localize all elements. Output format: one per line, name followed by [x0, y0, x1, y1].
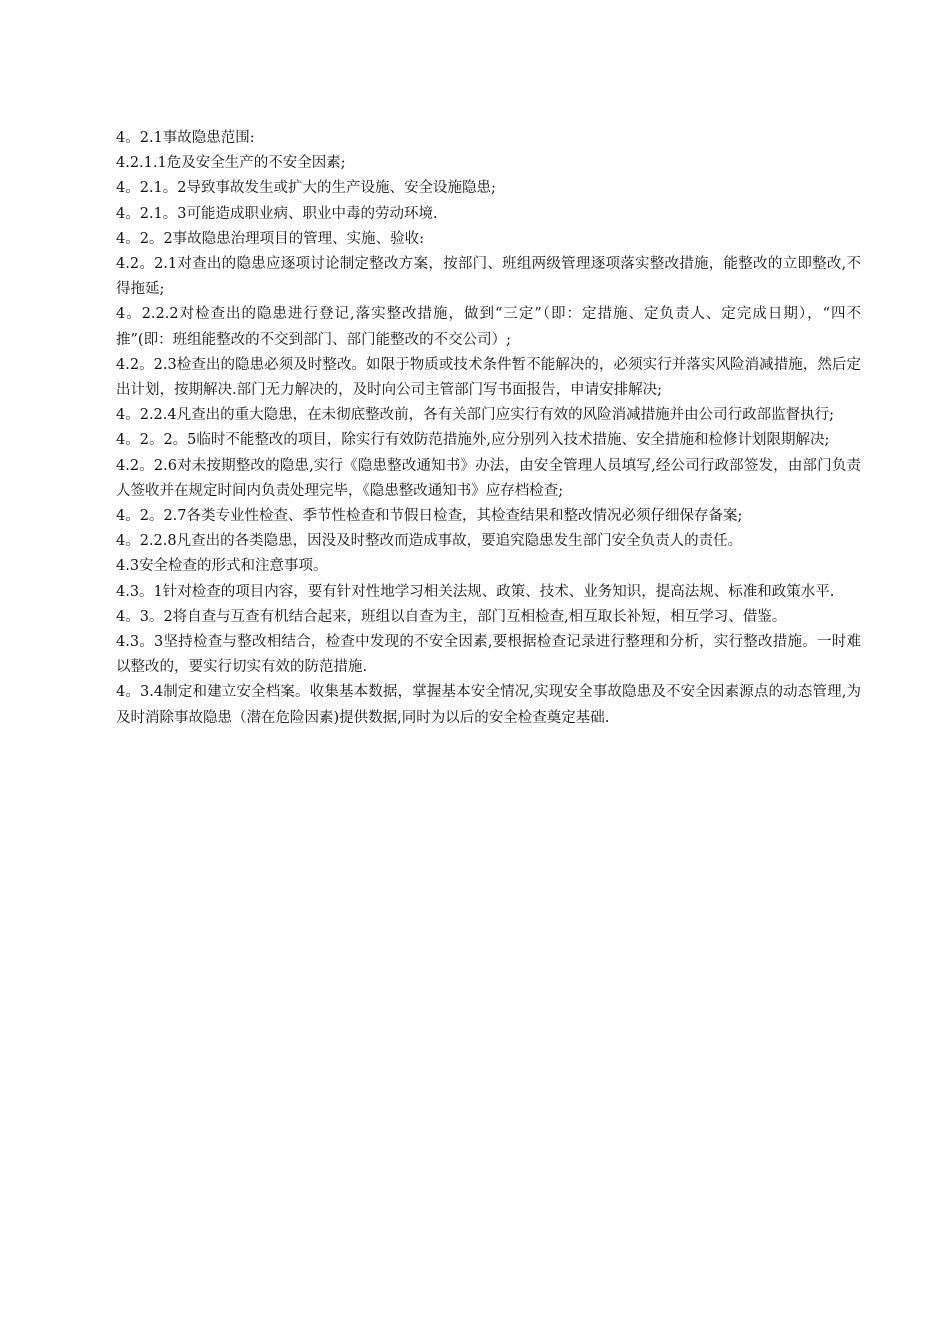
paragraph-4-2-2-2: 4。2.2.2对检查出的隐患进行登记,落实整改措施，做到“三定”（即：定措施、定负责人、定完成日期），“四不推”(即：班组能整改的不交到部门、部门能整改的不交公司）; [116, 306, 861, 348]
paragraph-4-2-1: 4。2.1事故隐患范围: [116, 130, 255, 146]
paragraph-4-2-1-1: 4.2.1.1危及安全生产的不安全因素; [116, 155, 346, 172]
paragraph-4-3-4: 4。3.4制定和建立安全档案。收集基本数据，掌握基本安全情况,实现安全事故隐患及不安全因素源点的动态管理,为及时消除事故隐患（潜在危险因素)提供数据,同时为以后的安全检查奠定基础. [116, 684, 861, 726]
paragraph-4-2-2-7: 4。2。2.7各类专业性检查、季节性检查和节假日检查，其检查结果和整改情况必须仔细保存备案; [116, 508, 743, 525]
paragraph-4-3-1: 4.3。1针对检查的项目内容，要有针对性地学习相关法规、政策、技术、业务知识，提高法规、标准和政策水平. [116, 583, 835, 600]
paragraph-4-2-2-5: 4。2。2。5临时不能整改的项目，除实行有效防范措施外,应分别列入技术措施、安全措施和检修计划限期解决; [116, 432, 830, 449]
paragraph-4-2-1-2: 4。2.1。2导致事故发生或扩大的生产设施、安全设施隐患; [116, 180, 496, 197]
paragraph-4-2-2-6: 4.2。2.6对未按期整改的隐患,实行《隐患整改通知书》办法，由安全管理人员填写,经公司行政部签发，由部门负责人签收并在规定时间内负责处理完毕，《隐患整改通知书》应存档检查; [116, 457, 861, 499]
paragraph-4-2-2-1: 4.2。2.1对查出的隐患应逐项讨论制定整改方案，按部门、班组两级管理逐项落实整改措施，能整改的立即整改,不得拖延; [116, 256, 861, 298]
document-body [116, 126, 861, 731]
paragraph-4-3-3: 4.3。3坚持检查与整改相结合，检查中发现的不安全因素,要根据检查记录进行整理和分析，实行整改措施。一时难以整改的，要实行切实有效的防范措施. [116, 634, 861, 676]
paragraph-4-2-2-4: 4。2.2.4凡查出的重大隐患，在未彻底整改前，各有关部门应实行有效的风险消减措施并由公司行政部监督执行; [116, 407, 835, 424]
paragraph-4-3: 4.3安全检查的形式和注意事项。 [116, 558, 328, 575]
paragraph-4-2-2-8: 4。2.2.8凡查出的各类隐患，因没及时整改而造成事故，要追究隐患发生部门安全负责人的责任。 [116, 533, 743, 550]
paragraph-4-2-2: 4。2。2事故隐患治理项目的管理、实施、验收: [116, 230, 425, 247]
paragraph-4-2-1-3: 4。2.1。3可能造成职业病、职业中毒的劳动环境. [116, 205, 438, 222]
paragraph-4-3-2: 4。3。2将自查与互查有机结合起来，班组以自查为主，部门互相检查,相互取长补短，相互学习、借鉴。 [116, 608, 787, 625]
paragraph-4-2-2-3: 4.2。2.3检查出的隐患必须及时整改。如限于物质或技术条件暂不能解决的，必须实行并落实风险消减措施，然后定出计划，按期解决.部门无力解决的，及时向公司主管部门写书面报告，申请安排解决; [116, 356, 861, 399]
